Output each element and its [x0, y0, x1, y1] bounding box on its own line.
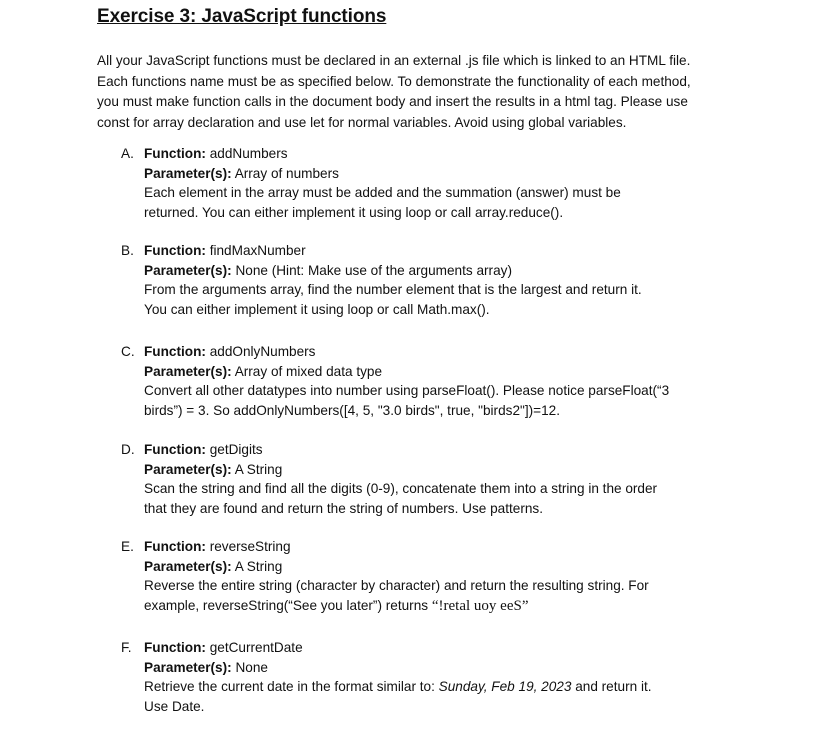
parameter-line — [144, 557, 764, 577]
intro-line: Each functions name must be as specified below. To demonstrate the functionality of each method, — [97, 73, 691, 89]
function-line — [144, 537, 764, 557]
description-line: Convert all other datatypes into number using parseFloat(). Please notice parseFloat(“3 — [144, 383, 670, 398]
function-line — [144, 342, 764, 362]
function-name: findMaxNumber — [209, 243, 306, 258]
description-line — [144, 596, 764, 617]
function-label: Function: — [144, 539, 206, 554]
function-name: getCurrentDate — [209, 640, 303, 655]
function-line — [144, 440, 764, 460]
description-text: Retrieve the current date in the format similar to: — [144, 679, 439, 694]
intro-paragraph — [97, 51, 757, 133]
parameter-value: None (Hint: Make use of the arguments array) — [235, 262, 512, 278]
parameter-value: A String — [234, 461, 283, 477]
parameter-value: A String — [234, 558, 283, 574]
item-letter: F. — [121, 640, 132, 655]
parameter-label: Parameter(s): — [144, 363, 232, 379]
description-text: and return it. — [571, 679, 652, 694]
function-label: Function: — [144, 344, 206, 359]
function-name: addOnlyNumbers — [209, 344, 316, 359]
function-name: addNumbers — [209, 146, 288, 161]
intro-line: All your JavaScript functions must be declared in an external .js file which is linked to an HTML file. — [97, 53, 691, 68]
parameter-label: Parameter(s): — [144, 262, 232, 278]
description-line: Reverse the entire string (character by character) and return the resulting string. For — [144, 578, 649, 593]
function-name: reverseString — [209, 539, 291, 554]
item-letter: C. — [121, 344, 135, 359]
item-letter: E. — [121, 539, 134, 554]
function-label: Function: — [144, 146, 206, 161]
description-line: Use Date. — [144, 698, 205, 714]
parameter-label: Parameter(s): — [144, 461, 232, 477]
function-label: Function: — [144, 243, 206, 258]
parameter-label: Parameter(s): — [144, 659, 232, 675]
description-line: Scan the string and find all the digits (0-9), concatenate them into a string in the order — [144, 481, 658, 496]
description-line: You can either implement it using loop or call Math.max(). — [144, 301, 490, 317]
description-text: example, reverseString(“See you later”) returns — [144, 597, 432, 613]
function-label: Function: — [144, 442, 206, 457]
item-letter: A. — [121, 146, 134, 161]
example-date: Sunday, Feb 19, 2023 — [438, 679, 572, 694]
function-line — [144, 144, 764, 164]
description-line: birds”) = 3. So addOnlyNumbers([4, 5, "3.0 birds", true, "birds2"])=12. — [144, 402, 560, 418]
description-line: returned. You can either implement it using loop or call array.reduce(). — [144, 204, 564, 220]
parameter-line — [144, 261, 764, 281]
item-letter: B. — [121, 243, 134, 258]
function-line — [144, 638, 764, 658]
parameter-line — [144, 362, 764, 382]
description-line: From the arguments array, find the number element that is the largest and return it. — [144, 282, 642, 297]
description-line — [144, 677, 764, 697]
description-line: Each element in the array must be added and the summation (answer) must be — [144, 185, 621, 200]
parameter-label: Parameter(s): — [144, 558, 232, 574]
parameter-line — [144, 460, 764, 480]
function-label: Function: — [144, 640, 206, 655]
example-output: “!retal uoy eeS” — [431, 597, 529, 614]
parameter-line — [144, 658, 764, 678]
description-line: that they are found and return the string of numbers. Use patterns. — [144, 500, 543, 516]
parameter-value: Array of numbers — [234, 165, 339, 181]
parameter-label: Parameter(s): — [144, 165, 232, 181]
parameter-line — [144, 164, 764, 184]
function-line — [144, 241, 764, 261]
page-title: Exercise 3: JavaScript functions — [97, 6, 387, 27]
function-name: getDigits — [209, 442, 263, 457]
parameter-value: Array of mixed data type — [234, 363, 383, 379]
parameter-value: None — [235, 659, 268, 675]
item-letter: D. — [121, 442, 135, 457]
intro-line: you must make function calls in the document body and insert the results in a html tag. Please use — [97, 94, 688, 109]
intro-line: const for array declaration and use let for normal variables. Avoid using global variables. — [97, 114, 627, 130]
